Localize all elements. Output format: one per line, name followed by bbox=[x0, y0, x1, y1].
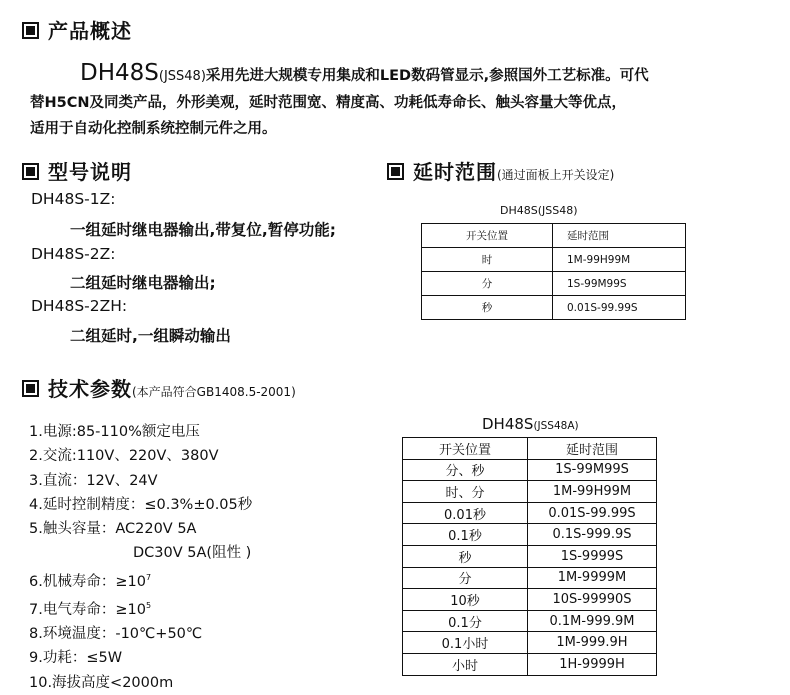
table-row bbox=[403, 524, 657, 546]
table-row bbox=[403, 567, 657, 589]
param-item: DC30V 5A(阻性 ) bbox=[133, 545, 252, 562]
table-cell: 1M-999.9H bbox=[528, 632, 657, 654]
table-header-cell: 延时范围 bbox=[553, 224, 686, 248]
table-header-row bbox=[403, 438, 657, 460]
overview-line-3: 适用于自动化控制系统控制元件之用。 bbox=[30, 121, 277, 137]
exponent: 7 bbox=[145, 572, 152, 582]
table-header-cell: 延时范围 bbox=[528, 438, 657, 460]
table-cell: 0.1S-999.9S bbox=[528, 524, 657, 546]
table-cell: 0.01S-99.99S bbox=[553, 296, 686, 320]
params-list bbox=[29, 420, 252, 695]
table-header-row bbox=[422, 224, 686, 248]
overview-paragraph bbox=[30, 60, 649, 142]
param-item: 1.电源:85-110%额定电压 bbox=[29, 424, 200, 440]
model-desc-3: 二组延时,一组瞬动输出 bbox=[70, 327, 231, 345]
exponent: 5 bbox=[145, 600, 152, 610]
model-code-1: DH48S-1Z: bbox=[31, 190, 116, 208]
table-cell: 1M-99H99M bbox=[553, 248, 686, 272]
params-heading bbox=[22, 373, 296, 402]
square-bullet-icon bbox=[22, 163, 39, 180]
model-code-3: DH48S-2ZH: bbox=[31, 297, 128, 315]
params-title: 技术参数 bbox=[48, 377, 132, 401]
table-cell: 时、分 bbox=[403, 481, 528, 503]
models-heading bbox=[22, 156, 132, 185]
delay-range-title: 延时范围 bbox=[413, 160, 497, 184]
param-item: 2.交流:110V、220V、380V bbox=[29, 448, 219, 465]
table-cell: 1M-99H99M bbox=[528, 481, 657, 503]
overview-title: 产品概述 bbox=[48, 19, 132, 43]
table-cell: 0.1秒 bbox=[403, 524, 528, 546]
table-cell: 1S-99M99S bbox=[553, 272, 686, 296]
param-item: 9.功耗：≤5W bbox=[29, 650, 123, 667]
param-item: 8.环境温度：-10℃+50℃ bbox=[29, 626, 203, 643]
model-desc-2: 二组延时继电器输出; bbox=[70, 274, 216, 292]
table-row bbox=[422, 296, 686, 320]
table-cell: 小时 bbox=[403, 653, 528, 675]
overview-heading bbox=[22, 15, 132, 44]
table-row bbox=[422, 248, 686, 272]
table-header-cell: 开关位置 bbox=[403, 438, 528, 460]
table-row bbox=[422, 272, 686, 296]
table-cell: 分、秒 bbox=[403, 459, 528, 481]
table-cell: 1S-99M99S bbox=[528, 459, 657, 481]
table1-caption: DH48S(JSS48) bbox=[500, 204, 578, 217]
table-cell: 10S-99990S bbox=[528, 589, 657, 611]
param-item-elec-life: 7.电气寿命：$\ge 10^5$ bbox=[29, 600, 152, 618]
table-cell: 分 bbox=[422, 272, 553, 296]
table-row bbox=[403, 481, 657, 503]
table-cell: 10秒 bbox=[403, 589, 528, 611]
table-cell: 0.1M-999.9M bbox=[528, 610, 657, 632]
table-cell: 0.01秒 bbox=[403, 502, 528, 524]
table-cell: 0.1小时 bbox=[403, 632, 528, 654]
delay-range-heading bbox=[387, 156, 614, 185]
table-row bbox=[403, 545, 657, 567]
table-cell: 分 bbox=[403, 567, 528, 589]
param-item: 3.直流：12V、24V bbox=[29, 472, 158, 489]
table-row bbox=[403, 459, 657, 481]
table-cell: 时 bbox=[422, 248, 553, 272]
param-item: 5.触头容量：AC220V 5A bbox=[29, 521, 197, 538]
model-code-2: DH48S-2Z: bbox=[31, 245, 116, 263]
square-bullet-icon bbox=[22, 380, 39, 397]
table-cell: 0.1分 bbox=[403, 610, 528, 632]
table-row bbox=[403, 502, 657, 524]
square-bullet-icon bbox=[387, 163, 404, 180]
square-bullet-icon bbox=[22, 22, 39, 39]
param-item-mech-life: 6.机械寿命：$\ge 10^7$ bbox=[29, 572, 152, 590]
overview-line-2: 替H5CN及同类产品，外形美观，延时范围宽、精度高、功耗低寿命长、触头容量大等优点， bbox=[30, 95, 626, 111]
table-header-cell: 开关位置 bbox=[422, 224, 553, 248]
table-row bbox=[403, 653, 657, 675]
overview-model: DH48S(JSS48) bbox=[80, 60, 206, 86]
table2-caption: DH48S(JSS48A) bbox=[482, 415, 579, 433]
params-note: (本产品符合GB1408.5-2001) bbox=[132, 385, 296, 399]
table-cell: 秒 bbox=[403, 545, 528, 567]
table-row bbox=[403, 610, 657, 632]
table-cell: 1M-9999M bbox=[528, 567, 657, 589]
overview-line-1: DH48S(JSS48)采用先进大规模专用集成和LED数码管显示,参照国外工艺标准。可代 bbox=[80, 60, 649, 86]
param-item: 10.海拔高度<2000m bbox=[29, 674, 174, 691]
param-item: 4.延时控制精度：≤0.3%±0.05秒 bbox=[29, 496, 253, 513]
models-title: 型号说明 bbox=[48, 160, 132, 184]
model-desc-1: 一组延时继电器输出,带复位,暂停功能; bbox=[70, 221, 336, 239]
delay-range-note: (通过面板上开关设定) bbox=[497, 168, 615, 182]
table-cell: 0.01S-99.99S bbox=[528, 502, 657, 524]
table-row bbox=[403, 632, 657, 654]
delay-range-table bbox=[421, 223, 686, 320]
jss48a-range-table bbox=[402, 437, 657, 676]
table-cell: 1S-9999S bbox=[528, 545, 657, 567]
table-row bbox=[403, 589, 657, 611]
table-cell: 1H-9999H bbox=[528, 653, 657, 675]
table-cell: 秒 bbox=[422, 296, 553, 320]
